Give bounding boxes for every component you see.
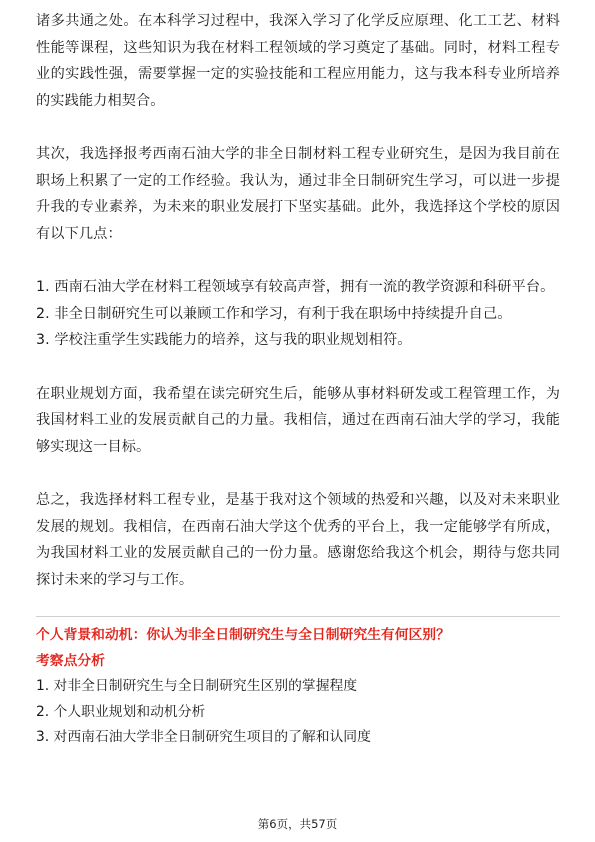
list-item: 2. 非全日制研究生可以兼顾工作和学习，有利于我在职场中持续提升自己。	[36, 305, 512, 322]
page-number-footer: 第6页，共57页	[257, 817, 338, 831]
section-divider	[36, 616, 560, 617]
list-item: 1. 对非全日制研究生与全日制研究生区别的掌握程度	[36, 678, 358, 694]
reasons-list	[36, 274, 560, 354]
analysis-heading: 考察点分析	[36, 653, 105, 669]
list-item: 1. 西南石油大学在材料工程领域享有较高声誉，拥有一流的教学资源和科研平台。	[36, 279, 555, 295]
body-paragraph-4: 总之，我选择材料工程专业，是基于我对这个领域的热爱和兴趣，以及对未来职业发展的规划。我相信，在西南石油大学这个优秀的平台上，我一定能够学有所成，为我国材料工业的发展贡献自己的一份力量。感谢您给我这个机会，期待与您共同探讨未来的学习与工作。	[36, 492, 560, 588]
analysis-points	[36, 674, 560, 751]
list-item: 2. 个人职业规划和动机分析	[36, 703, 206, 720]
document-page	[36, 8, 560, 751]
body-paragraph-2: 其次，我选择报考西南石油大学的非全日制材料工程专业研究生，是因为我目前在职场上积累了一定的工作经验。我认为，通过非全日制研究生学习，可以进一步提升我的专业素养，为未来的职业发展打下坚实基础。此外，我选择这个学校的原因有以下几点：	[36, 146, 560, 242]
body-paragraph-1: 诸多共通之处。在本科学习过程中，我深入学习了化学反应原理、化工工艺、材料性能等课程，这些知识为我在材料工程领域的学习奠定了基础。同时，材料工程专业的实践性强，需要掌握一定的实验技能和工程应用能力，这与我本科专业所培养的实践能力相契合。	[36, 13, 560, 109]
body-paragraph-3: 在职业规划方面，我希望在读完研究生后，能够从事材料研发或工程管理工作，为我国材料工业的发展贡献自己的力量。我相信，通过在西南石油大学的学习，我能够实现这一目标。	[36, 385, 560, 455]
interview-question: 个人背景和动机：你认为非全日制研究生与全日制研究生有何区别？	[36, 627, 450, 643]
list-item: 3. 对西南石油大学非全日制研究生项目的了解和认同度	[36, 729, 371, 745]
list-item: 3. 学校注重学生实践能力的培养，这与我的职业规划相符。	[36, 332, 412, 348]
